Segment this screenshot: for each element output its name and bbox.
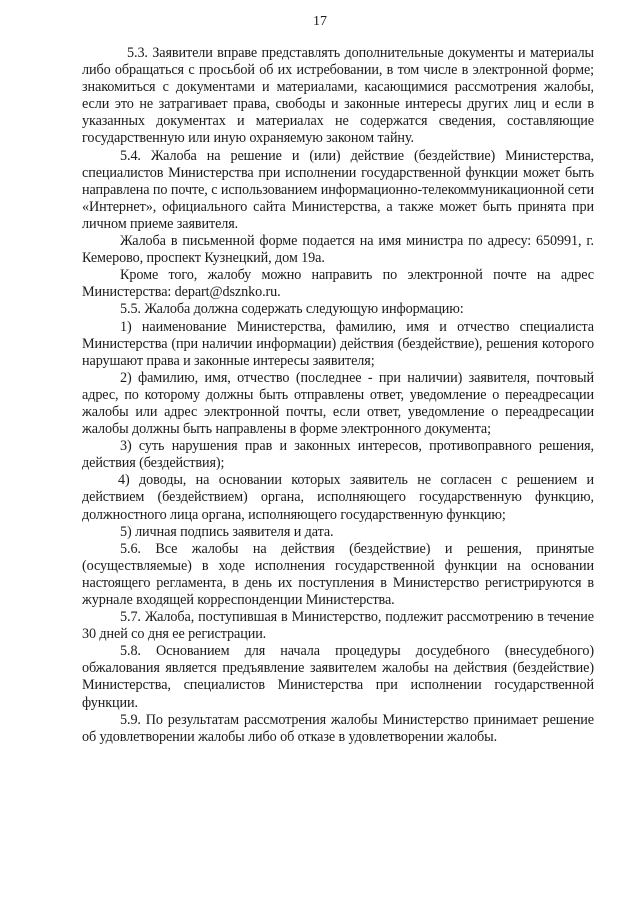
paragraph-5-4: 5.4. Жалоба на решение и (или) действие (бездействие) Министерства, специалистов Министерства при исполнении государственной функции может быть направлена по почте, с использованием информационно-телекоммуникационной сети «Интернет», официального сайта Министерства, а также может быть принята при личном приеме заявителя. (82, 147, 594, 232)
list-item-1: 1) наименование Министерства, фамилию, имя и отчество специалиста Министерства (при наличии информации) действия (бездействие), решения которого нарушают права и законные интересы заявителя; (82, 318, 594, 369)
paragraph-5-9: 5.9. По результатам рассмотрения жалобы Министерство принимает решение об удовлетворении жалобы либо об отказе в удовлетворении жалобы. (82, 711, 594, 745)
paragraph-5-6: 5.6. Все жалобы на действия (бездействие) и решения, принятые (осуществляемые) в ходе исполнения государственной функции на основании настоящего регламента, в день их поступления в Министерство регистрируются в журнале входящей корреспонденции Министерства. (82, 540, 594, 608)
list-item-2: 2) фамилию, имя, отчество (последнее - при наличии) заявителя, почтовый адрес, по которому должны быть отправлены ответ, уведомление о переадресации жалобы или адрес электронной почты, если ответ, уведомление о переадресации жалобы должны быть направлены в форме электронного документа; (82, 369, 594, 438)
list-item-5: 5) личная подпись заявителя и дата. (120, 523, 334, 540)
paragraph-5-7: 5.7. Жалоба, поступившая в Министерство, подлежит рассмотрению в течение 30 дней со дня ее регистрации. (82, 609, 594, 643)
page-number: 17 (313, 14, 327, 29)
paragraph-5-5: 5.5. Жалоба должна содержать следующую информацию: (120, 301, 464, 318)
paragraph-complaint-email: Кроме того, жалобу можно направить по электронной почте на адрес Министерства: depart@dsznko.ru. (82, 267, 594, 301)
list-item-3: 3) суть нарушения прав и законных интересов, противоправного решения, действия (бездействия); (82, 438, 594, 472)
paragraph-5-3: 5.3. Заявители вправе представлять дополнительные документы и материалы либо обращаться с просьбой об их истребовании, в том числе в электронной форме; знакомиться с документами и материалами, касающимися рассмотрения жалобы, если это не затрагивает права, свободы и законные интересы других лиц и если в указанных документах и материалах не содержатся сведения, составляющие государственную или иную охраняемую законом тайну. (82, 45, 594, 147)
document-body (82, 45, 594, 746)
paragraph-complaint-address: Жалоба в письменной форме подается на имя министра по адресу: 650991, г. Кемерово, проспект Кузнецкий, дом 19а. (82, 233, 594, 267)
list-item-4: 4) доводы, на основании которых заявитель не согласен с решением и действием (бездействием) органа, исполняющего государственную функцию, должностного лица органа, исполняющего государственную функцию; (82, 472, 594, 523)
paragraph-5-8: 5.8. Основанием для начала процедуры досудебного (внесудебного) обжалования является предъявление заявителем жалобы на действия (бездействие) Министерства, специалистов Министерства при исполнении государственной функции. (82, 643, 594, 711)
